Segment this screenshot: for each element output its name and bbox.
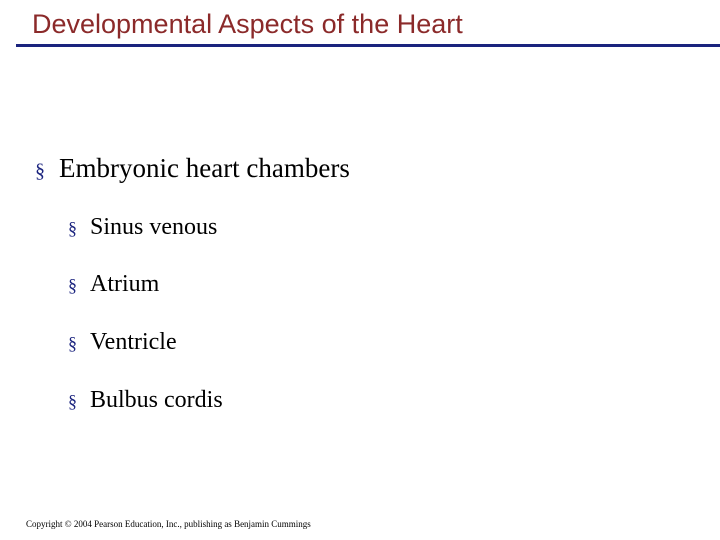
sub-bullet-text: Sinus venous bbox=[90, 214, 218, 240]
sub-bullet-text: Bulbus cordis bbox=[90, 387, 223, 413]
sub-bullet-text: Atrium bbox=[90, 271, 160, 297]
sub-bullet-sinus-venous bbox=[68, 214, 217, 241]
main-bullet bbox=[35, 153, 350, 184]
bullet-marker-icon: § bbox=[68, 275, 77, 295]
title-divider bbox=[16, 44, 720, 47]
bullet-marker-icon: § bbox=[68, 391, 77, 411]
copyright-notice: Copyright © 2004 Pearson Education, Inc., publishing as Benjamin Cummings bbox=[26, 519, 311, 529]
sub-bullet-text: Ventricle bbox=[90, 329, 177, 355]
slide-title: Developmental Aspects of the Heart bbox=[32, 9, 463, 39]
bullet-marker-icon: § bbox=[68, 333, 77, 353]
bullet-marker-icon: § bbox=[68, 218, 77, 238]
main-bullet-text: Embryonic heart chambers bbox=[59, 153, 350, 183]
sub-bullet-ventricle bbox=[68, 329, 177, 356]
bullet-marker-icon: § bbox=[35, 160, 45, 182]
sub-bullet-bulbus-cordis bbox=[68, 387, 223, 414]
sub-bullet-atrium bbox=[68, 271, 159, 298]
